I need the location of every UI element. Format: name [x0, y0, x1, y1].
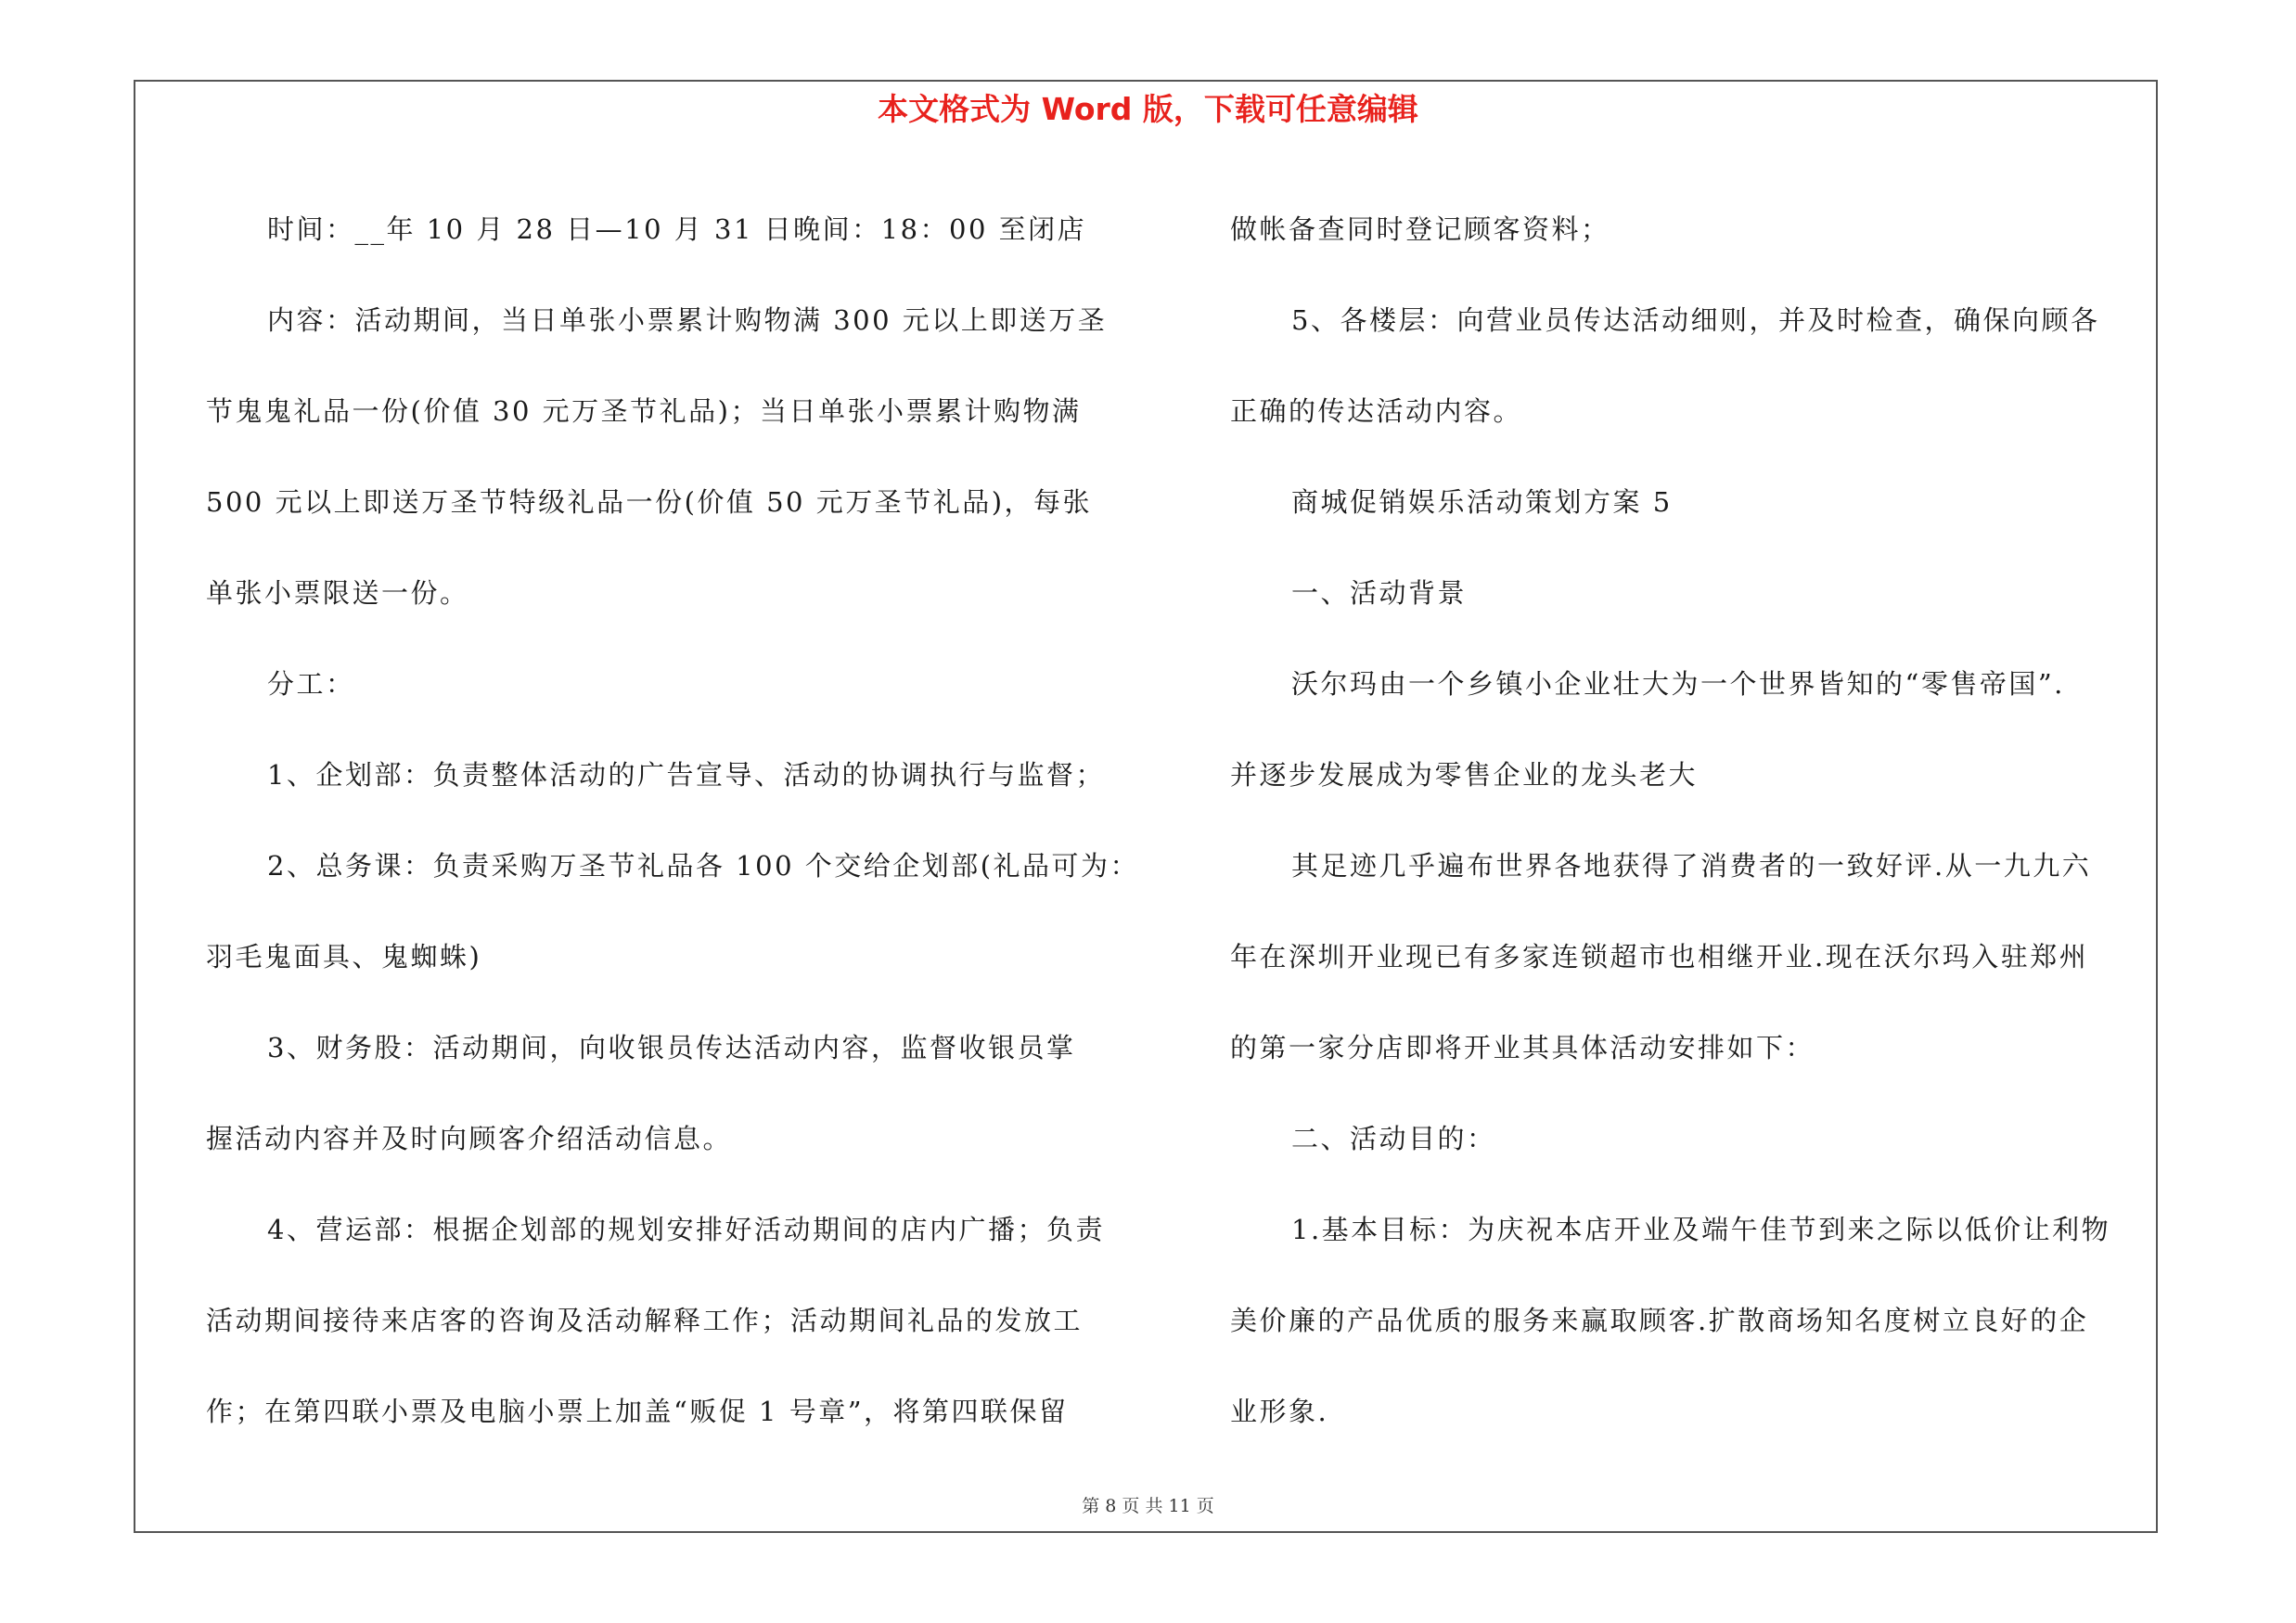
text-line: 羽毛鬼面具、鬼蜘蛛): [206, 941, 482, 973]
text-line: 4、营运部：根据企划部的规划安排好活动期间的店内广播；负责: [267, 1214, 1105, 1245]
text-line: 商城促销娱乐活动策划方案 5: [1291, 486, 1673, 518]
text-line: 分工：: [267, 668, 355, 700]
text-line: 5、各楼层：向营业员传达活动细则，并及时检查，确保向顾各: [1291, 304, 2100, 336]
text-line: 年在深圳开业现已有多家连锁超市也相继开业.现在沃尔玛入驻郑州: [1230, 941, 2089, 973]
text-line: 1.基本目标：为庆祝本店开业及端午佳节到来之际以低价让利物: [1291, 1214, 2111, 1245]
page-number-footer: 第 8 页 共 11 页: [1082, 1496, 1214, 1516]
text-line: 节鬼鬼礼品一份(价值 30 元万圣节礼品)；当日单张小票累计购物满: [206, 395, 1082, 427]
text-line: 二、活动目的：: [1291, 1123, 1496, 1154]
text-line: 正确的传达活动内容。: [1230, 395, 1523, 427]
text-line: 业形象.: [1230, 1396, 1329, 1427]
text-line: 的第一家分店即将开业其具体活动安排如下：: [1230, 1032, 1815, 1063]
text-line: 并逐步发展成为零售企业的龙头老大: [1230, 759, 1699, 791]
text-line: 作；在第四联小票及电脑小票上加盖“贩促 1 号章”，将第四联保留: [206, 1396, 1069, 1427]
text-line: 沃尔玛由一个乡镇小企业壮大为一个世界皆知的“零售帝国”.: [1291, 668, 2065, 700]
text-line: 一、活动背景: [1291, 577, 1468, 609]
text-line: 内容：活动期间，当日单张小票累计购物满 300 元以上即送万圣: [267, 304, 1108, 336]
text-line: 握活动内容并及时向顾客介绍活动信息。: [206, 1123, 733, 1154]
text-line: 其足迹几乎遍布世界各地获得了消费者的一致好评.从一九九六: [1291, 850, 2092, 882]
text-line: 1、企划部：负责整体活动的广告宣导、活动的协调执行与监督；: [267, 759, 1105, 791]
text-line: 做帐备查同时登记顾客资料；: [1230, 213, 1610, 245]
word-format-banner: 本文格式为 Word 版，下载可任意编辑: [878, 91, 1418, 127]
text-line: 500 元以上即送万圣节特级礼品一份(价值 50 元万圣节礼品)，每张: [206, 486, 1093, 518]
text-line: 活动期间接待来店客的咨询及活动解释工作；活动期间礼品的发放工: [206, 1305, 1084, 1336]
text-line: 美价廉的产品优质的服务来赢取顾客.扩散商场知名度树立良好的企: [1230, 1305, 2089, 1336]
right-text-column: [1230, 184, 2158, 1457]
text-line: 时间：__年 10 月 28 日—10 月 31 日晚间：18：00 至闭店: [267, 213, 1087, 245]
text-line: 3、财务股：活动期间，向收银员传达活动内容，监督收银员掌: [267, 1032, 1076, 1063]
text-line: 2、总务课：负责采购万圣节礼品各 100 个交给企划部(礼品可为：: [267, 850, 1140, 882]
left-text-column: [206, 184, 1143, 1457]
text-line: 单张小票限送一份。: [206, 577, 469, 609]
